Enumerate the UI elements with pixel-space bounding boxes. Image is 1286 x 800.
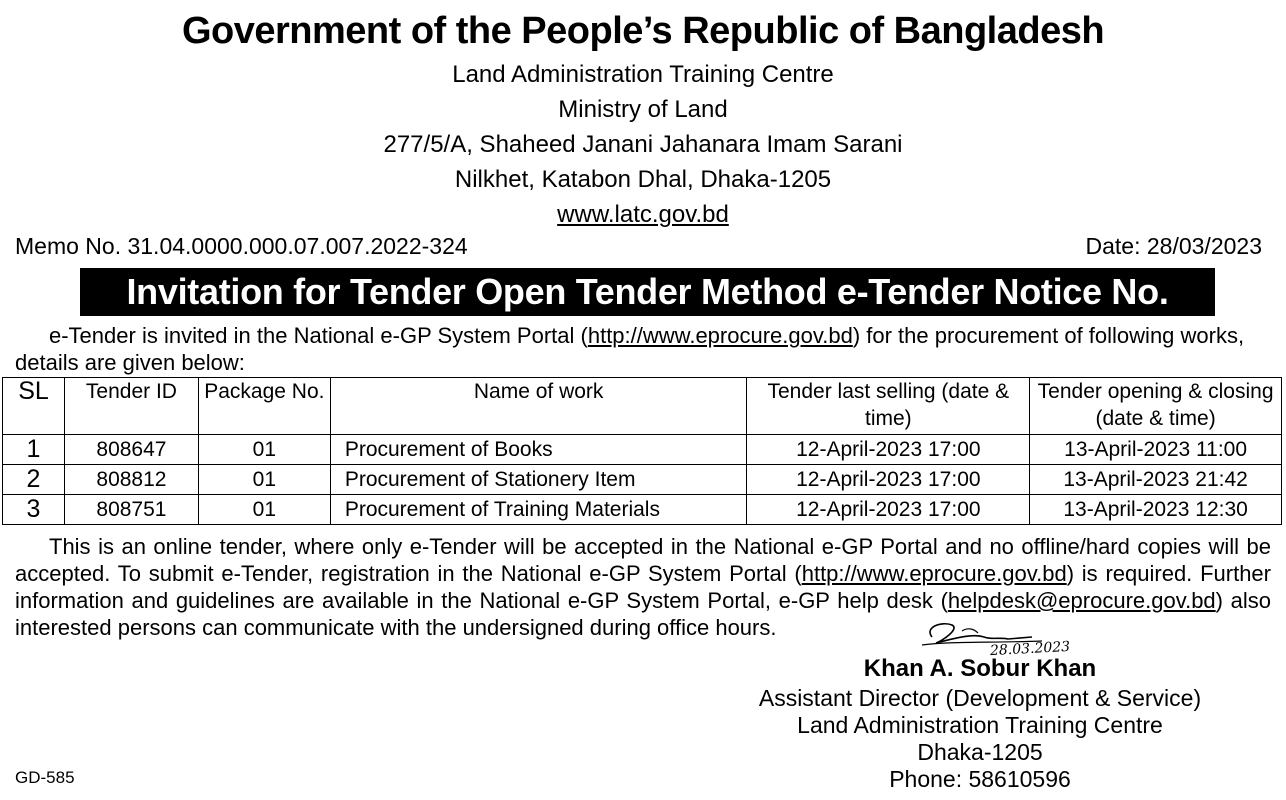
helpdesk-email-link[interactable]: helpdesk@eprocure.gov.bd bbox=[947, 588, 1216, 613]
signatory-org: Land Administration Training Centre bbox=[797, 712, 1163, 738]
table-row bbox=[3, 435, 1282, 465]
address-line-2: Nilkhet, Katabon Dhal, Dhaka-1205 bbox=[454, 166, 832, 193]
cell-sl: 1 bbox=[3, 435, 65, 465]
org-name: Land Administration Training Centre bbox=[452, 61, 834, 88]
signatory-name: Khan A. Sobur Khan bbox=[863, 655, 1097, 682]
col-header-package: Package No. bbox=[198, 378, 330, 435]
signature-date: 28.03.2023 bbox=[989, 638, 1071, 660]
signatory-city: Dhaka-1205 bbox=[917, 739, 1043, 765]
eprocure-link[interactable]: http://www.eprocure.gov.bd bbox=[801, 561, 1067, 586]
signatory-designation: Assistant Director (Development & Service) bbox=[758, 685, 1202, 711]
col-header-sl: SL bbox=[3, 378, 65, 435]
ministry-name: Ministry of Land bbox=[558, 96, 728, 123]
cell-package: 01 bbox=[198, 495, 330, 525]
cell-selling: 12-April-2023 17:00 bbox=[747, 435, 1030, 465]
col-header-opening: Tender opening & closing (date & time) bbox=[1030, 378, 1282, 435]
cell-name: Procurement of Books bbox=[330, 435, 747, 465]
cell-tender-id: 808647 bbox=[64, 435, 198, 465]
cell-opening: 13-April-2023 11:00 bbox=[1030, 435, 1282, 465]
cell-selling: 12-April-2023 17:00 bbox=[747, 495, 1030, 525]
body-paragraph: This is an online tender, where only e-Tender will be accepted in the National e-GP Portal and no offline/hard copies will be accepted. To submit e-Tender, registration in the National e-GP System Portal (http://www.eprocure.gov.bd) is required. Further information and guidelines are available in the National e-GP System Portal, e-GP help desk (helpdesk@eprocure.gov.bd) also interested persons can communicate with the undersigned during office hours. bbox=[15, 534, 1271, 640]
col-header-selling: Tender last selling (date & time) bbox=[747, 378, 1030, 435]
table-row bbox=[3, 465, 1282, 495]
cell-package: 01 bbox=[198, 465, 330, 495]
cell-selling: 12-April-2023 17:00 bbox=[747, 465, 1030, 495]
cell-sl: 3 bbox=[3, 495, 65, 525]
cell-tender-id: 808751 bbox=[64, 495, 198, 525]
cell-tender-id: 808812 bbox=[64, 465, 198, 495]
cell-package: 01 bbox=[198, 435, 330, 465]
tender-table bbox=[2, 377, 1282, 525]
cell-sl: 2 bbox=[3, 465, 65, 495]
memo-number: Memo No. 31.04.0000.000.07.007.2022-324 bbox=[15, 233, 468, 259]
signatory-phone: Phone: 58610596 bbox=[889, 766, 1071, 792]
col-header-tender-id: Tender ID bbox=[64, 378, 198, 435]
cell-name: Procurement of Training Materials bbox=[330, 495, 747, 525]
cell-opening: 13-April-2023 21:42 bbox=[1030, 465, 1282, 495]
intro-paragraph: e-Tender is invited in the National e-GP System Portal (http://www.eprocure.gov.bd) for the procurement of following works, details are given below: bbox=[15, 323, 1245, 375]
website-link[interactable]: www.latc.gov.bd bbox=[557, 201, 729, 228]
table-row bbox=[3, 495, 1282, 525]
col-header-name: Name of work bbox=[330, 378, 747, 435]
page-title: Government of the People’s Republic of Bangladesh bbox=[181, 10, 1105, 52]
table-header-row bbox=[3, 378, 1282, 435]
notice-banner: Invitation for Tender Open Tender Method e-Tender Notice No. bbox=[80, 268, 1215, 316]
memo-date: Date: 28/03/2023 bbox=[1085, 233, 1262, 259]
cell-opening: 13-April-2023 12:30 bbox=[1030, 495, 1282, 525]
cell-name: Procurement of Stationery Item bbox=[330, 465, 747, 495]
gd-code: GD-585 bbox=[15, 768, 75, 787]
address-line-1: 277/5/A, Shaheed Janani Jahanara Imam Sarani bbox=[383, 131, 903, 158]
eprocure-link[interactable]: http://www.eprocure.gov.bd bbox=[587, 323, 853, 348]
